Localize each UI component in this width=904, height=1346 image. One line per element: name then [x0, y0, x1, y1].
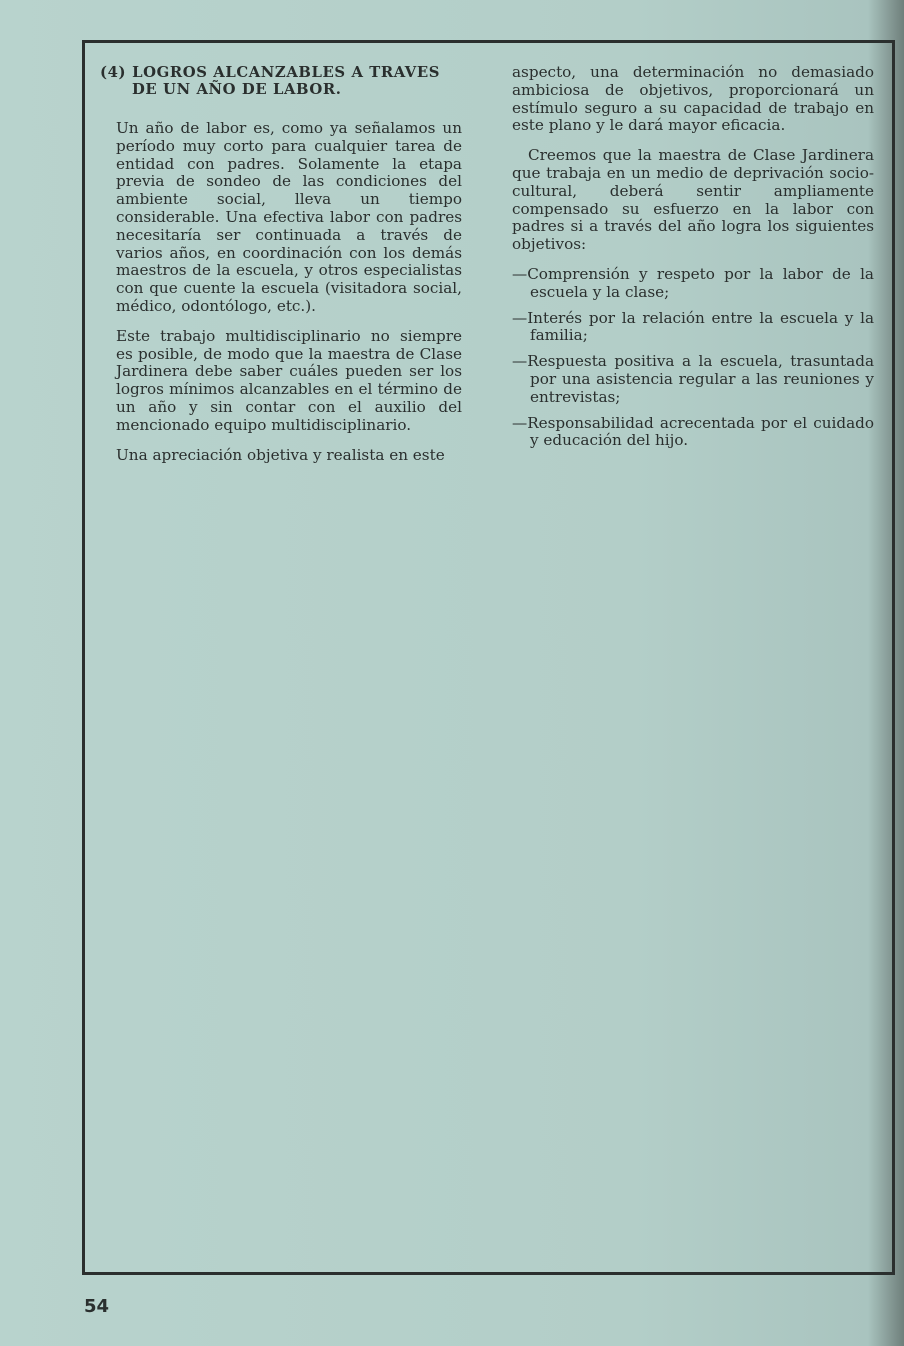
section-heading-line1: LOGROS ALCANZABLES A TRAVES [132, 64, 441, 81]
left-paragraph-2: Este trabajo multidisciplinario no siempre es posible, de modo que la maestra de Clase Jardinera debe saber cuáles pueden ser los logros mínimos alcanzables en el término de un año y sin contar con el auxilio del mencionado equipo multidisciplinario. [116, 326, 462, 434]
right-paragraph-2: Creemos que la maestra de Clase Jardinera que trabaja en un medio de deprivación socio-cultural, deberá sentir ampliamente compensado su esfuerzo en la labor con padres si a través del año logra los siguientes objetivos: [512, 146, 874, 254]
section-heading [100, 64, 462, 98]
objectives-list [512, 266, 874, 450]
section-number: (4) [100, 64, 127, 81]
left-paragraph-1: Un año de labor es, como ya señalamos un período muy corto para cualquier tarea de entidad con padres. Solamente la etapa previa de sondeo de las condiciones del ambiente social, lleva un tiempo considerable. Una efectiva labor con padres necesitaría ser continuada a través de varios años, en coordinación con los demás maestros de la escuela, y otros especialistas con que cuente la escuela (visitadora social, médico, odontólogo, etc.). [116, 119, 462, 315]
objective-item: —Interés por la relación entre la escuela y la familia; [512, 308, 874, 345]
left-column [100, 64, 462, 476]
section-heading-line2: DE UN AÑO DE LABOR. [132, 81, 342, 98]
objective-item: —Comprensión y respeto por la labor de la escuela y la clase; [512, 264, 874, 301]
objective-item: —Responsabilidad acrecentada por el cuidado y educación del hijo. [512, 413, 874, 450]
left-paragraph-3: Una apreciación objetiva y realista en este [116, 445, 445, 464]
page-number: 54 [84, 1296, 110, 1317]
right-paragraph-1: aspecto, una determinación no demasiado ambiciosa de objetivos, proporcionará un estímulo seguro a su capacidad de trabajo en este plano y le dará mayor eficacia. [512, 63, 874, 135]
right-column [512, 64, 874, 458]
objective-item: —Respuesta positiva a la escuela, trasuntada por una asistencia regular a las reuniones y entrevistas; [512, 352, 874, 406]
